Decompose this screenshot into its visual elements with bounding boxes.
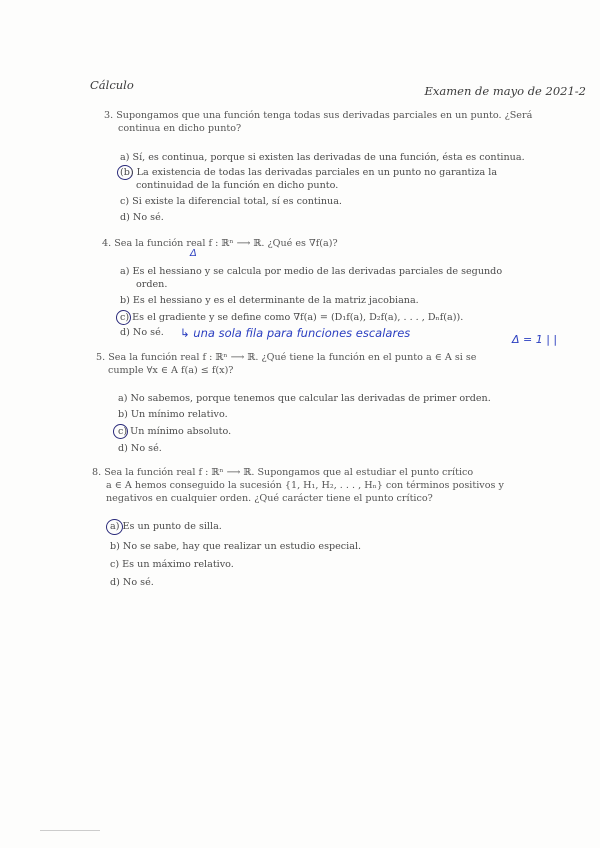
question-5-option-d: d) No sé. (118, 443, 162, 454)
question-3-option-d: d) No sé. (120, 212, 164, 223)
subject-header: Cálculo (90, 78, 134, 92)
question-8-stem-line3: negativos en cualquier orden. ¿Qué carácter tiene el punto crítico? (106, 493, 433, 504)
exam-header: Examen de mayo de 2021-2 (424, 84, 586, 98)
question-4-option-b: b) Es el hessiano y es el determinante de la matriz jacobiana. (120, 295, 419, 306)
handwritten-note: ↳ una sola fila para funciones escalares (180, 326, 411, 340)
question-4-option-c: c) Es el gradiente y se define como ∇f(a) = (D₁f(a), D₂f(a), . . . , Dₙf(a)). (120, 312, 464, 323)
question-8-option-b: b) No se sabe, hay que realizar un estudio especial. (110, 541, 362, 552)
question-8-option-a: a) Es un punto de silla. (110, 521, 222, 532)
question-8-option-c: c) Es un máximo relativo. (110, 559, 234, 570)
question-4-option-a: a) Es el hessiano y se calcula por medio de las derivadas parciales de segundo (120, 266, 503, 277)
scan-edge-mark (40, 830, 100, 831)
question-8-stem-line2: a ∈ A hemos conseguido la sucesión {1, H₁, H₂, . . . , Hₙ} con términos positivos y (106, 480, 504, 491)
question-8-option-d: d) No sé. (110, 577, 154, 588)
question-5-option-b: b) Un mínimo relativo. (118, 409, 228, 420)
question-5-option-c: c) Un mínimo absoluto. (118, 426, 232, 437)
question-3-option-a: a) Sí, es continua, porque si existen las derivadas de una función, ésta es continua. (120, 152, 525, 163)
question-4-option-d: d) No sé. (120, 327, 164, 338)
question-5-stem-line1: 5. Sea la función real f : ℝⁿ ⟶ ℝ. ¿Qué tiene la función en el punto a ∈ A si se (96, 352, 477, 363)
question-3-option-b: (b) La existencia de todas las derivadas parciales en un punto no garantiza la (120, 167, 498, 178)
question-4-stem: 4. Sea la función real f : ℝⁿ ⟶ ℝ. ¿Qué es ∇f(a)? (102, 238, 338, 249)
question-3-stem-line1: 3. Supongamos que una función tenga todas sus derivadas parciales en un punto. ¿Será (104, 110, 533, 121)
question-8-stem-line1: 8. Sea la función real f : ℝⁿ ⟶ ℝ. Supongamos que al estudiar el punto crítico (92, 467, 474, 478)
question-5-option-a: a) No sabemos, porque tenemos que calcular las derivadas de primer orden. (118, 393, 491, 404)
question-5-stem-line2: cumple ∀x ∈ A f(a) ≤ f(x)? (108, 365, 234, 376)
handwritten-note-2: Δ = 1 | | (512, 333, 558, 346)
question-3-option-b-cont: continuidad de la función en dicho punto. (136, 180, 339, 191)
question-3-stem-line2: continua en dicho punto? (118, 123, 242, 134)
question-4-option-a-cont: orden. (136, 279, 168, 290)
question-3-option-c: c) Si existe la diferencial total, sí es continua. (120, 196, 342, 207)
handwritten-delta-mark: Δ (190, 248, 197, 259)
